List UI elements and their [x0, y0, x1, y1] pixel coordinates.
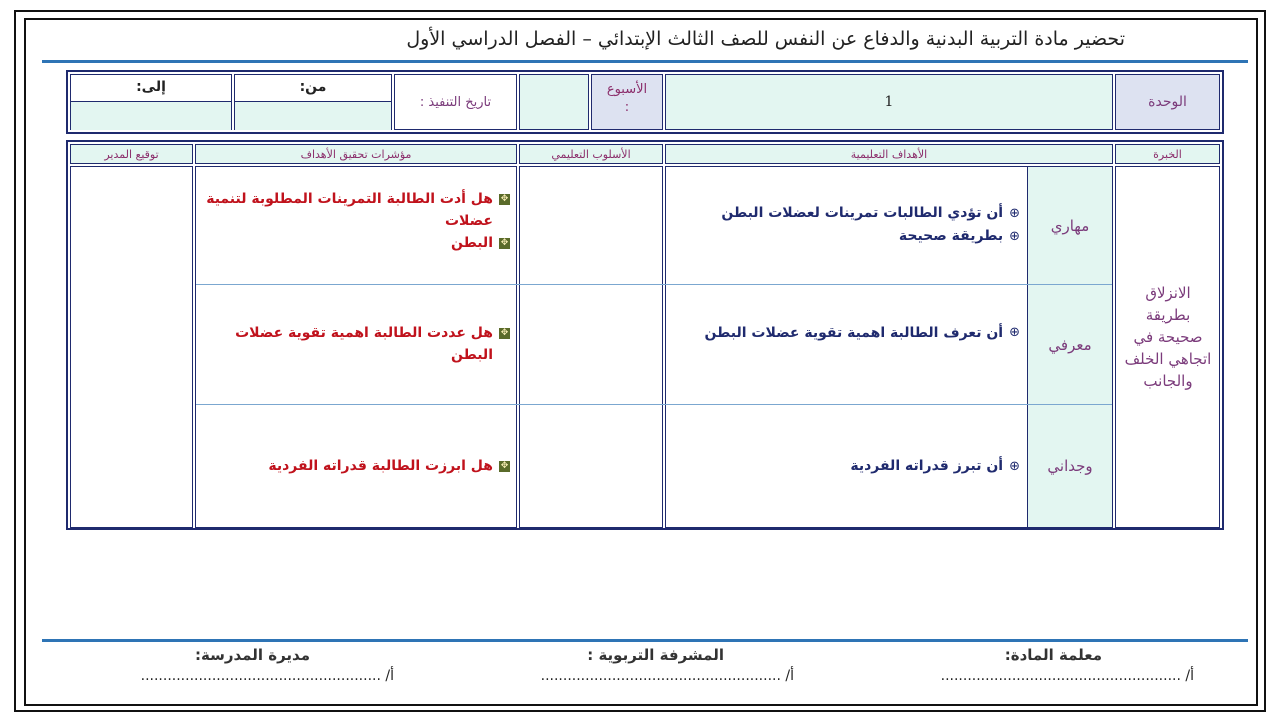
col-expertise-header: الخبرة	[1115, 144, 1220, 164]
col-principal-header: توقيع المدير	[70, 144, 193, 164]
teacher-signature-line[interactable]: أ/ ......................................................	[940, 668, 1194, 684]
teacher-signature-label: معلمة المادة:	[1004, 646, 1102, 664]
supervisor-signature-line[interactable]: أ/ ......................................................	[540, 668, 794, 684]
indicator-skill: ✥ هل أدت الطالبة التمرينات المطلوبة لتنمية عضلات ✥البطن	[206, 191, 509, 251]
indicator-affective: ✥هل ابرزت الطالبة قدراته الفردية	[268, 458, 509, 474]
week-colon: :	[624, 100, 630, 115]
header-table	[66, 70, 1224, 134]
unit-label: الوحدة	[1115, 74, 1220, 130]
crosshair-bullet-icon: ⊕	[1009, 229, 1020, 244]
method-column[interactable]	[519, 166, 663, 528]
expertise-text: الانزلاق بطريقة صحيحة في اتجاهي الخلف والجانب	[1124, 284, 1212, 390]
crosshair-bullet-icon: ⊕	[1009, 206, 1020, 221]
week-value[interactable]	[519, 74, 589, 130]
to-cell	[70, 74, 232, 130]
from-cell	[234, 74, 392, 130]
page-title: تحضير مادة التربية البدنية والدفاع عن النفس للصف الثالث الإبتدائي – الفصل الدراسي الأول	[406, 28, 1125, 50]
row-separator	[196, 284, 1112, 285]
principal-signature-line[interactable]: أ/ ......................................................	[140, 668, 394, 684]
domain-skill: مهاري	[1028, 167, 1112, 284]
unit-value[interactable]: 1	[665, 74, 1113, 130]
crosshair-bullet-icon: ⊕	[1009, 459, 1020, 474]
col-objectives-header: الأهداف التعليمية	[665, 144, 1113, 164]
bottom-divider	[42, 639, 1248, 642]
date-label: تاريخ التنفيذ :	[394, 74, 517, 130]
top-divider	[42, 60, 1248, 63]
from-label: من:	[235, 75, 391, 102]
to-value[interactable]	[71, 102, 231, 130]
objective-cognitive: ⊕ أن تعرف الطالبة اهمية تقوية عضلات البطن	[668, 322, 1020, 344]
domain-cognitive: معرفي	[1028, 285, 1112, 404]
from-value[interactable]	[235, 102, 391, 130]
domain-divider	[1027, 166, 1028, 528]
objective-affective: ⊕أن تبرز قدراته الفردية	[850, 458, 1020, 474]
week-label-text: الأسبوع	[606, 82, 648, 97]
domain-affective: وجداني	[1028, 405, 1112, 527]
principal-signature-column[interactable]	[70, 166, 193, 528]
checkbox-bullet-icon: ✥	[500, 193, 509, 204]
objective-skill: ⊕أن تؤدي الطالبات تمرينات لعضلات البطن ⊕بطريقة صحيحة	[721, 205, 1020, 244]
checkbox-bullet-icon: ✥	[500, 237, 509, 248]
crosshair-bullet-icon: ⊕	[1009, 325, 1020, 340]
checkbox-bullet-icon: ✥	[500, 460, 509, 471]
principal-signature-label: مديرة المدرسة:	[195, 646, 310, 664]
lesson-table	[66, 140, 1224, 530]
row-separator	[196, 404, 1112, 405]
col-method-header: الأسلوب التعليمي	[519, 144, 663, 164]
checkbox-bullet-icon: ✥	[500, 327, 509, 338]
to-label: إلى:	[71, 75, 231, 102]
week-label	[591, 74, 663, 130]
col-indicators-header: مؤشرات تحقيق الأهداف	[195, 144, 517, 164]
indicator-cognitive: ✥ هل عددت الطالبة اهمية تقوية عضلات البطن	[235, 325, 509, 363]
supervisor-signature-label: المشرفة التربوية :	[587, 646, 724, 664]
